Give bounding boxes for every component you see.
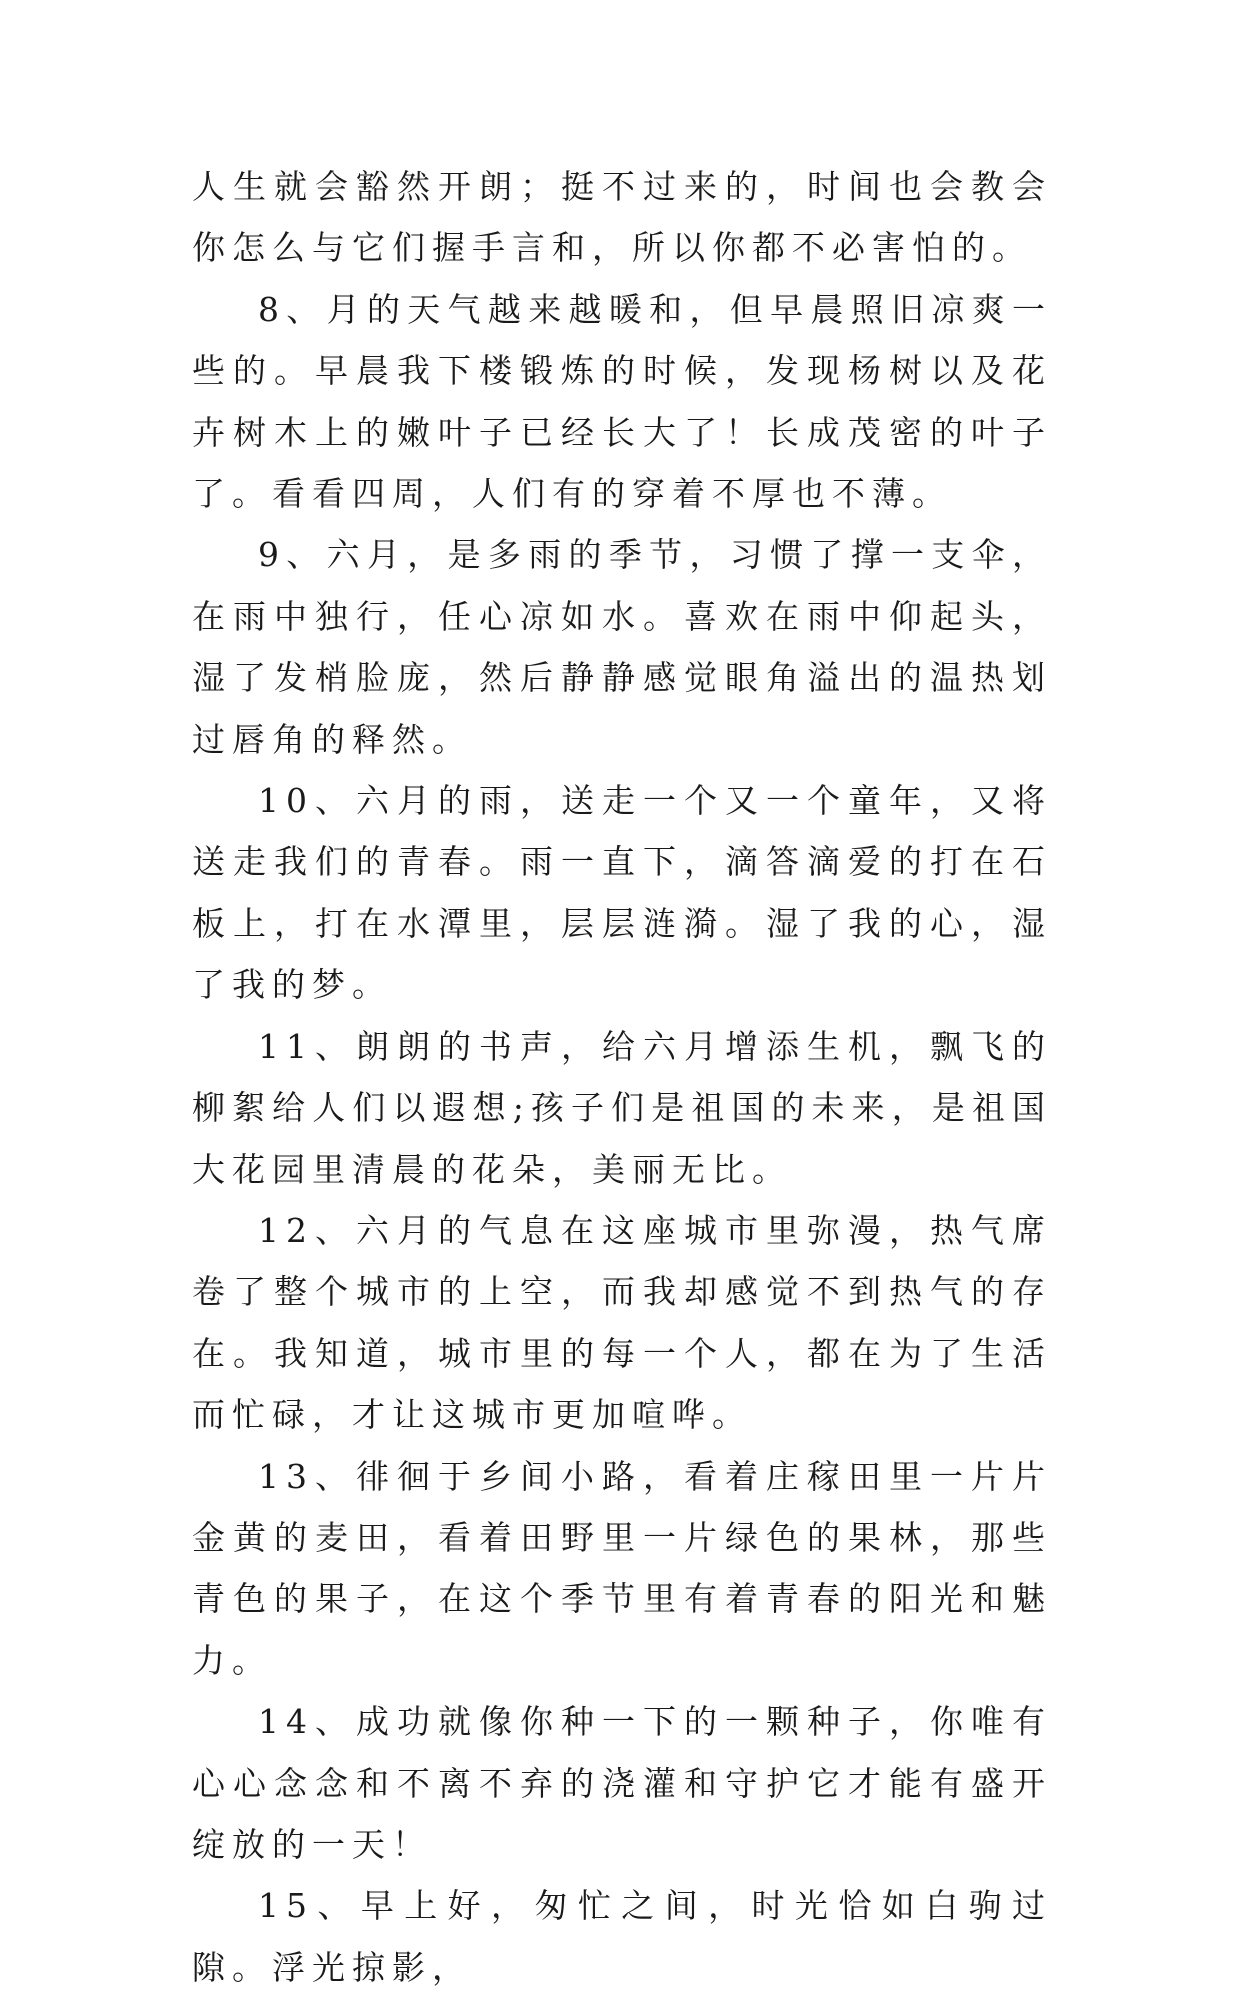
- paragraph-14: 14、成功就像你种一下的一颗种子，你唯有心心念念和不离不弃的浇灌和守护它才能有盛开绽放的一天！: [192, 1702, 1052, 1864]
- document-body: [192, 156, 1052, 1998]
- paragraph-11: 11、朗朗的书声，给六月增添生机，飘飞的柳絮给人们以遐想;孩子们是祖国的未来，是祖国大花园里清晨的花朵，美丽无比。: [192, 1026, 1052, 1189]
- paragraph-8: 8、月的天气越来越暖和，但早晨照旧凉爽一些的。早晨我下楼锻炼的时候，发现杨树以及花卉树木上的嫩叶子已经长大了！长成茂密的叶子了。看看四周，人们有的穿着不厚也不薄。: [192, 289, 1052, 514]
- paragraph-9: 9、六月，是多雨的季节，习惯了撑一支伞，在雨中独行，任心凉如水。喜欢在雨中仰起头，湿了发梢脸庞，然后静静感觉眼角溢出的温热划过唇角的释然。: [192, 535, 1052, 759]
- paragraph-12: 12、六月的气息在这座城市里弥漫，热气席卷了整个城市的上空，而我却感觉不到热气的存在。我知道，城市里的每一个人，都在为了生活而忙碌，才让这城市更加喧哗。: [192, 1210, 1052, 1435]
- paragraph-15: 15、早上好，匆忙之间，时光恰如白驹过隙。浮光掠影，: [192, 1886, 1052, 1987]
- paragraph-13: 13、徘徊于乡间小路，看着庄稼田里一片片金黄的麦田，看着田野里一片绿色的果林，那些青色的果子，在这个季节里有着青春的阳光和魅力。: [192, 1456, 1052, 1680]
- paragraph-continuation: 人生就会豁然开朗；挺不过来的，时间也会教会你怎么与它们握手言和，所以你都不必害怕的。: [192, 167, 1052, 268]
- paragraph-10: 10、六月的雨，送走一个又一个童年，又将送走我们的青春。雨一直下，滴答滴爱的打在石板上，打在水潭里，层层涟漪。湿了我的心，湿了我的梦。: [192, 781, 1052, 1005]
